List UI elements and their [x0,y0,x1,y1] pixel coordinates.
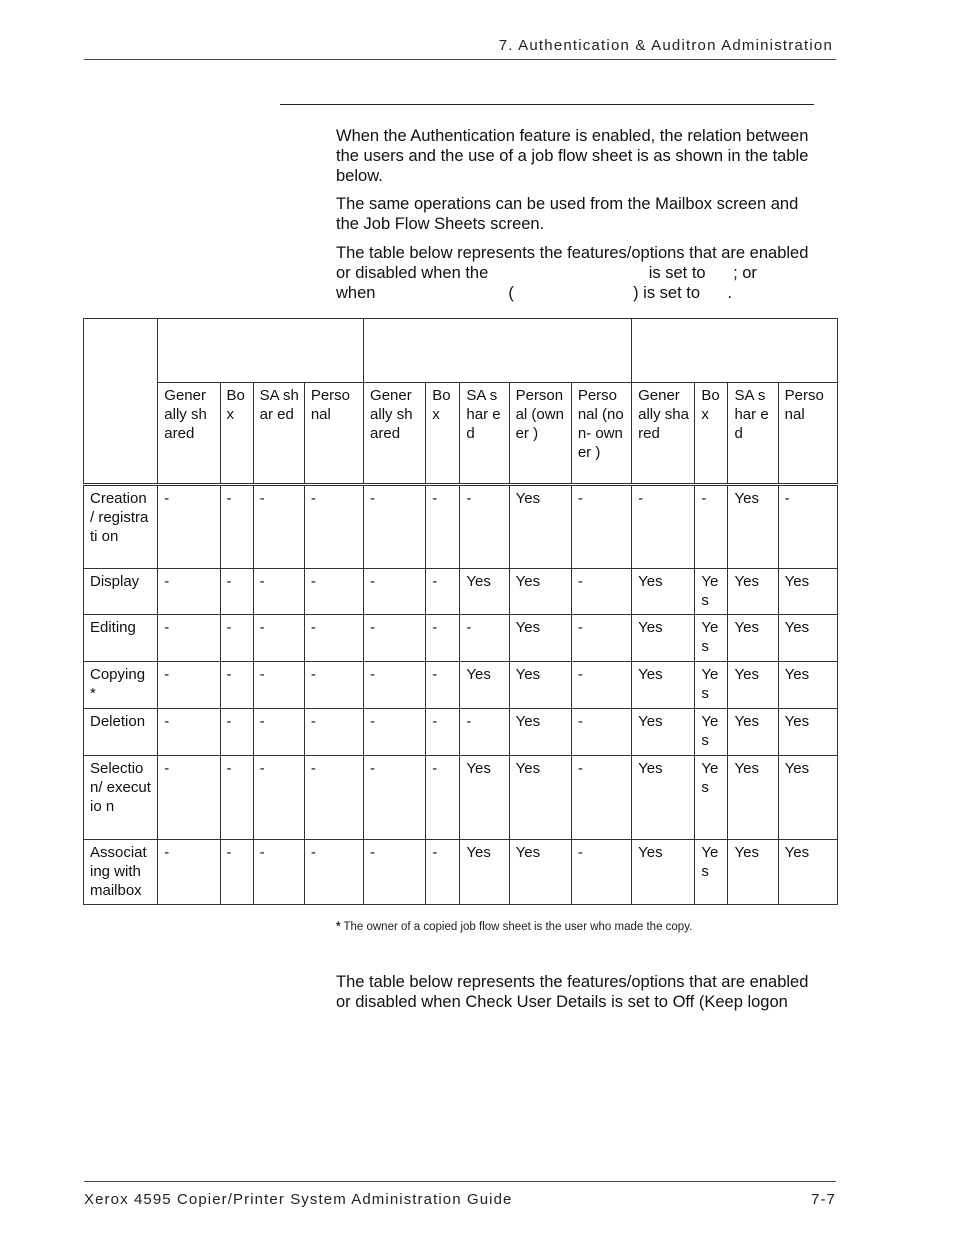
row-label: Creation / registrati on [84,485,158,569]
text-line: or disabled when the is set to ; or [336,264,757,282]
section-divider [280,104,814,105]
table-cell: Yes [460,569,509,615]
text-line: The same operations can be used from the Mailbox screen and [336,195,799,213]
table-cell: - [364,615,426,662]
table-row [84,709,838,756]
table-cell: Yes [632,615,695,662]
table-cell: - [571,569,631,615]
table-cell: - [304,756,363,840]
table-cell: Yes [509,662,571,709]
table-cell: Yes [728,485,778,569]
table-cell: - [426,756,460,840]
table-cell: - [253,662,304,709]
row-label: Selectio n/ executio n [84,756,158,840]
table-cell: Yes [778,662,837,709]
table-cell: Yes [728,569,778,615]
table-cell: - [220,840,253,905]
table-cell: Yes [460,840,509,905]
table-cell: Ye s [695,615,728,662]
text-line: When the Authentication feature is enabled, the relation between [336,127,809,145]
table-cell: - [220,756,253,840]
table-cell: Yes [509,840,571,905]
table-cell: Yes [509,485,571,569]
table-cell: - [460,485,509,569]
table-cell: Ye s [695,756,728,840]
table-cell: - [158,840,220,905]
column-header: SA shar ed [253,383,304,485]
table-row [84,615,838,662]
row-label: Display [84,569,158,615]
table-cell: - [364,756,426,840]
table-cell: - [632,485,695,569]
table-row [84,662,838,709]
table-cell: - [158,756,220,840]
text-line: or disabled when Check User Details is set to Off (Keep logon [336,993,788,1011]
table-cell: Yes [509,615,571,662]
table-cell: Yes [778,615,837,662]
table-cell: Yes [728,615,778,662]
footnote-text: The owner of a copied job flow sheet is the user who made the copy. [340,921,693,933]
table-cell: Ye s [695,662,728,709]
table-cell: - [220,662,253,709]
column-header: Person al (owner ) [509,383,571,485]
table-cell: - [571,615,631,662]
table-cell: - [426,569,460,615]
column-header: Gener ally shared [364,383,426,485]
table-row [84,485,838,569]
table-cell: - [304,615,363,662]
table-cell: Yes [778,840,837,905]
footnote-marker: * [336,921,341,933]
table-cell: Yes [632,840,695,905]
text-line: The table below represents the features/options that are enabled [336,973,809,991]
text-line: The table below represents the features/options that are enabled [336,244,809,262]
table-cell: - [158,485,220,569]
column-header: Gener ally shared [632,383,695,485]
table-cell: - [158,569,220,615]
group-header [632,319,838,383]
table-cell: - [304,709,363,756]
table-cell: Yes [632,569,695,615]
text-line: the Job Flow Sheets screen. [336,215,545,233]
table-row [84,756,838,840]
table-cell: - [253,756,304,840]
table-cell: Yes [778,756,837,840]
row-label: Deletion [84,709,158,756]
table-cell: - [571,840,631,905]
column-header: Gener ally shared [158,383,220,485]
table-cell: Ye s [695,840,728,905]
row-label: Copying * [84,662,158,709]
table-cell: Yes [632,756,695,840]
table-cell: Yes [509,756,571,840]
table-cell: Ye s [695,569,728,615]
table-cell: Yes [632,662,695,709]
table-cell: - [778,485,837,569]
column-header: Bo x [220,383,253,485]
table-row [84,840,838,905]
table-cell: - [253,569,304,615]
table-cell: - [364,662,426,709]
column-header: Bo x [426,383,460,485]
table-cell: Yes [632,709,695,756]
table-cell: - [460,615,509,662]
group-header [364,319,632,383]
table-cell: Yes [509,709,571,756]
column-header: Perso nal [304,383,363,485]
text-line: the users and the use of a job flow sheet is as shown in the table [336,147,809,165]
table-cell: - [304,840,363,905]
table-cell: - [426,840,460,905]
table-cell: Yes [778,569,837,615]
table-cell: Ye s [695,709,728,756]
table-cell: - [364,569,426,615]
column-header: SA shar ed [460,383,509,485]
table-cell: - [426,662,460,709]
group-header-row [84,319,838,383]
table-body [84,485,838,905]
table-cell: - [304,569,363,615]
table-cell: Yes [728,756,778,840]
table-cell: - [253,840,304,905]
page-number: 7-7 [811,1191,836,1208]
table-cell: - [158,662,220,709]
column-header-row [84,383,838,485]
table-cell: Yes [728,709,778,756]
table-cell: - [364,485,426,569]
table-cell: Yes [509,569,571,615]
table-cell: Yes [728,840,778,905]
intro-paragraph [336,126,836,186]
column-header: Perso nal [778,383,837,485]
table-cell: - [253,709,304,756]
table-cell: Yes [778,709,837,756]
permissions-table [83,318,838,905]
row-label-header [84,319,158,485]
table-cell: - [253,485,304,569]
row-label: Editing [84,615,158,662]
footnote [336,921,692,933]
row-label: Associat ing with mailbox [84,840,158,905]
column-header: Perso nal (non- owner ) [571,383,631,485]
table-cell: - [220,709,253,756]
table-cell: Yes [460,756,509,840]
table-cell: - [158,615,220,662]
table-cell: - [571,662,631,709]
group-header [158,319,364,383]
text-line: below. [336,167,383,185]
table-cell: - [158,709,220,756]
table-cell: - [426,709,460,756]
table-cell: - [571,485,631,569]
table-cell: - [426,615,460,662]
column-header: Bo x [695,383,728,485]
table-cell: - [364,840,426,905]
table-cell: - [571,756,631,840]
table-cell: - [364,709,426,756]
table-cell: Yes [460,662,509,709]
table-cell: - [304,485,363,569]
table-cell: - [571,709,631,756]
table-intro-paragraph [336,243,836,303]
table-cell: - [695,485,728,569]
chapter-header: 7. Authentication & Auditron Administration [498,37,833,54]
footer-divider [84,1181,836,1182]
header-divider [84,59,836,60]
table-cell: - [220,569,253,615]
table-cell: - [253,615,304,662]
operations-paragraph [336,194,836,234]
table-cell: Yes [728,662,778,709]
table-row [84,569,838,615]
table-cell: - [304,662,363,709]
table-cell: - [220,615,253,662]
next-section-paragraph [336,972,836,1012]
table-cell: - [220,485,253,569]
table-cell: - [460,709,509,756]
guide-title: Xerox 4595 Copier/Printer System Administration Guide [84,1191,513,1208]
text-line: when ( ) is set to . [336,284,733,302]
table-cell: - [426,485,460,569]
column-header: SA shar ed [728,383,778,485]
